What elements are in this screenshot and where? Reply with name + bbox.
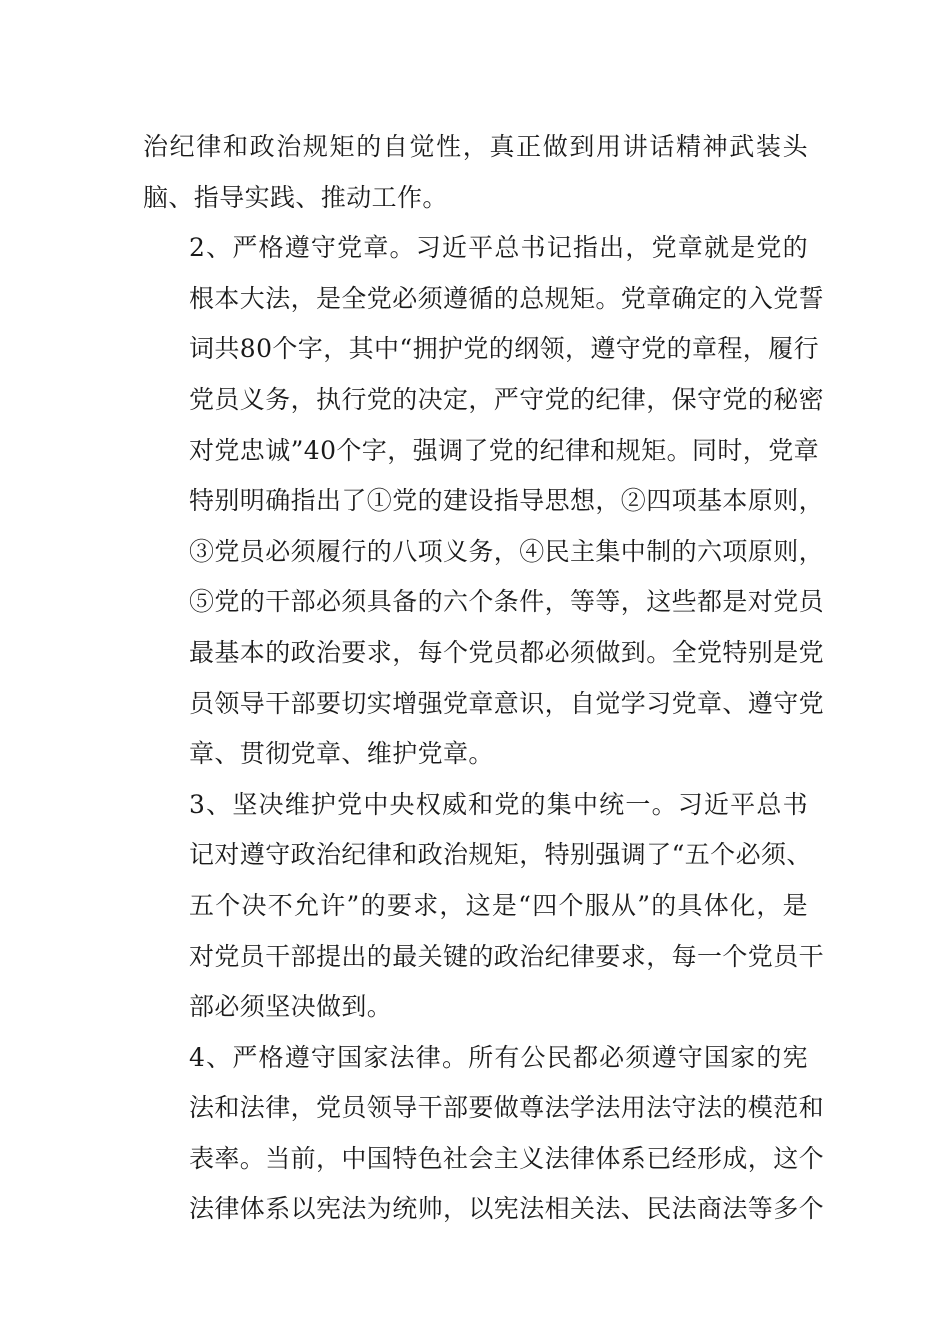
paragraph-4: [143, 1033, 825, 1235]
text-line: 员领导干部要切实增强党章意识，自觉学习党章、遵守党: [189, 688, 825, 718]
text-line: 治纪律和政治规矩的自觉性，真正做到用讲话精神武装头: [143, 132, 808, 161]
text-line: ③党员必须履行的八项义务，④民主集中制的六项原则，: [189, 536, 825, 566]
text-line: 4、严格遵守国家法律。所有公民都必须遵守国家的宪: [189, 1042, 808, 1072]
paragraph-2: [143, 223, 825, 780]
text-line: 对党忠诚”40个字，强调了党的纪律和规矩。同时，党章: [189, 435, 819, 465]
text-line: 最基本的政治要求，每个党员都必须做到。全党特别是党: [189, 637, 825, 667]
text-line: 表率。当前，中国特色社会主义法律体系已经形成，这个: [189, 1143, 825, 1173]
text-line: 部必须坚决做到。: [189, 992, 393, 1022]
text-line: 特别明确指出了①党的建设指导思想，②四项基本原则，: [189, 486, 825, 516]
text-line: ⑤党的干部必须具备的六个条件，等等，这些都是对党员: [189, 587, 825, 617]
text-line: 五个决不允许”的要求，这是“四个服从”的具体化，是: [189, 890, 808, 920]
text-line: 法和法律，党员领导干部要做尊法学法用法守法的模范和: [189, 1093, 825, 1123]
text-line: 3、坚决维护党中央权威和党的集中统一。习近平总书: [189, 789, 808, 819]
text-line: 根本大法，是全党必须遵循的总规矩。党章确定的入党誓: [189, 283, 825, 313]
text-line: 对党员干部提出的最关键的政治纪律要求，每一个党员干: [189, 941, 825, 971]
text-line: 脑、指导实践、推动工作。: [143, 182, 448, 212]
paragraph-3: [143, 780, 825, 1033]
text-line: 词共80个字，其中“拥护党的纲领，遵守党的章程，履行: [189, 334, 819, 364]
text-line: 法律体系以宪法为统帅，以宪法相关法、民法商法等多个: [189, 1194, 825, 1224]
text-line: 记对遵守政治纪律和政治规矩，特别强调了“五个必须、: [189, 840, 812, 870]
text-line: 章、贯彻党章、维护党章。: [189, 739, 494, 769]
text-line: 2、严格遵守党章。习近平总书记指出，党章就是党的: [189, 233, 808, 263]
paragraph-1: [143, 122, 808, 223]
text-line: 党员义务，执行党的决定，严守党的纪律，保守党的秘密: [189, 384, 825, 414]
body-text: [143, 122, 825, 1235]
